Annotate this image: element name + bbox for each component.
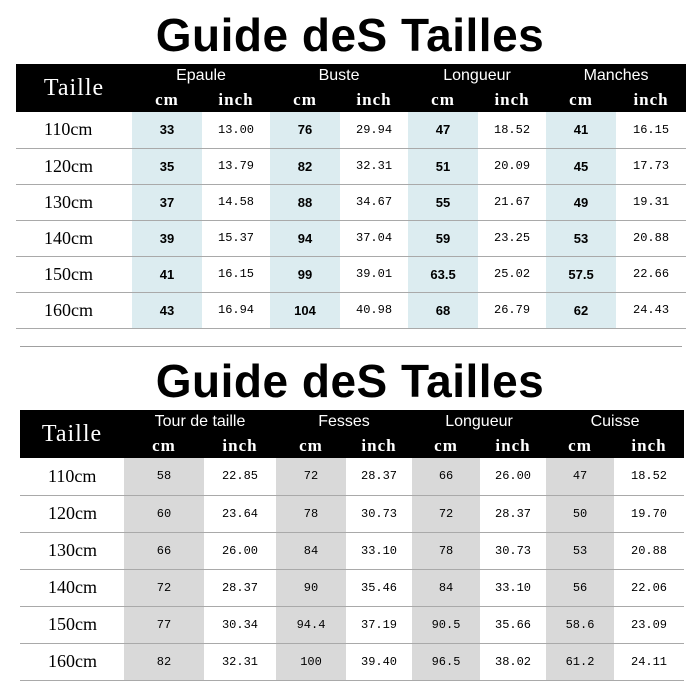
cm-value-cell: 41 <box>546 112 616 148</box>
unit-header: cm <box>299 436 323 455</box>
cm-value-cell: 82 <box>124 643 204 680</box>
inch-value-cell: 15.37 <box>202 220 270 256</box>
size-column-header: Taille <box>41 420 103 447</box>
cm-value-cell: 94.4 <box>276 606 346 643</box>
unit-header: cm <box>152 436 176 455</box>
inch-value-cell: 23.25 <box>478 220 546 256</box>
cm-value-cell: 99 <box>270 256 340 292</box>
inch-value-cell: 26.00 <box>204 532 276 569</box>
size-column-header: Taille <box>43 74 105 101</box>
size-label: 160cm <box>20 643 124 680</box>
section-divider <box>20 346 682 347</box>
cm-value-cell: 94 <box>270 220 340 256</box>
group-header-fesses: Fesses <box>318 413 370 430</box>
size-label: 110cm <box>16 112 132 148</box>
unit-header: inch <box>633 90 669 109</box>
inch-value-cell: 20.88 <box>614 532 684 569</box>
size-label: 130cm <box>20 532 124 569</box>
unit-header: inch <box>356 90 392 109</box>
inch-value-cell: 26.79 <box>478 292 546 328</box>
inch-value-cell: 18.52 <box>478 112 546 148</box>
inch-value-cell: 17.73 <box>616 148 686 184</box>
inch-value-cell: 40.98 <box>340 292 408 328</box>
inch-value-cell: 22.85 <box>204 458 276 495</box>
size-table-2 <box>20 410 684 681</box>
unit-header: cm <box>431 90 455 109</box>
cm-value-cell: 66 <box>412 458 480 495</box>
cm-value-cell: 68 <box>408 292 478 328</box>
inch-value-cell: 16.15 <box>202 256 270 292</box>
inch-value-cell: 32.31 <box>204 643 276 680</box>
inch-value-cell: 19.31 <box>616 184 686 220</box>
unit-header: cm <box>569 90 593 109</box>
size-label: 140cm <box>20 569 124 606</box>
cm-value-cell: 72 <box>124 569 204 606</box>
inch-value-cell: 18.52 <box>614 458 684 495</box>
cm-value-cell: 78 <box>412 532 480 569</box>
unit-header: cm <box>293 90 317 109</box>
table-row <box>16 292 686 328</box>
table-row <box>16 256 686 292</box>
inch-value-cell: 39.01 <box>340 256 408 292</box>
cm-value-cell: 57.5 <box>546 256 616 292</box>
cm-value-cell: 84 <box>276 532 346 569</box>
table-row <box>16 112 686 148</box>
inch-value-cell: 37.04 <box>340 220 408 256</box>
group-header-buste: Buste <box>318 67 360 84</box>
group-header-epaule: Epaule <box>176 67 226 84</box>
cm-value-cell: 51 <box>408 148 478 184</box>
inch-value-cell: 25.02 <box>478 256 546 292</box>
inch-value-cell: 30.73 <box>480 532 546 569</box>
group-header-longueur: Longueur <box>445 413 513 430</box>
unit-header: inch <box>218 90 254 109</box>
cm-value-cell: 90.5 <box>412 606 480 643</box>
size-label: 160cm <box>16 292 132 328</box>
inch-value-cell: 33.10 <box>480 569 546 606</box>
inch-value-cell: 28.37 <box>346 458 412 495</box>
cm-value-cell: 77 <box>124 606 204 643</box>
inch-value-cell: 21.67 <box>478 184 546 220</box>
cm-value-cell: 96.5 <box>412 643 480 680</box>
cm-value-cell: 63.5 <box>408 256 478 292</box>
inch-value-cell: 38.02 <box>480 643 546 680</box>
inch-value-cell: 24.11 <box>614 643 684 680</box>
inch-value-cell: 34.67 <box>340 184 408 220</box>
cm-value-cell: 53 <box>546 220 616 256</box>
inch-value-cell: 39.40 <box>346 643 412 680</box>
cm-value-cell: 37 <box>132 184 202 220</box>
inch-value-cell: 35.66 <box>480 606 546 643</box>
table-row <box>20 532 684 569</box>
unit-header: inch <box>495 436 531 455</box>
cm-value-cell: 50 <box>546 495 614 532</box>
cm-value-cell: 56 <box>546 569 614 606</box>
inch-value-cell: 30.34 <box>204 606 276 643</box>
cm-value-cell: 100 <box>276 643 346 680</box>
cm-value-cell: 47 <box>546 458 614 495</box>
cm-value-cell: 58 <box>124 458 204 495</box>
cm-value-cell: 43 <box>132 292 202 328</box>
inch-value-cell: 20.09 <box>478 148 546 184</box>
unit-header: cm <box>434 436 458 455</box>
size-table-1-body <box>16 112 686 328</box>
inch-value-cell: 23.09 <box>614 606 684 643</box>
size-label: 150cm <box>16 256 132 292</box>
size-label: 110cm <box>20 458 124 495</box>
cm-value-cell: 33 <box>132 112 202 148</box>
table-row <box>20 569 684 606</box>
cm-value-cell: 76 <box>270 112 340 148</box>
inch-value-cell: 16.94 <box>202 292 270 328</box>
inch-value-cell: 20.88 <box>616 220 686 256</box>
inch-value-cell: 26.00 <box>480 458 546 495</box>
cm-value-cell: 82 <box>270 148 340 184</box>
cm-value-cell: 41 <box>132 256 202 292</box>
cm-value-cell: 72 <box>276 458 346 495</box>
inch-value-cell: 29.94 <box>340 112 408 148</box>
cm-value-cell: 72 <box>412 495 480 532</box>
table-row <box>16 184 686 220</box>
cm-value-cell: 104 <box>270 292 340 328</box>
inch-value-cell: 19.70 <box>614 495 684 532</box>
size-table-2-body <box>20 458 684 680</box>
inch-value-cell: 13.00 <box>202 112 270 148</box>
inch-value-cell: 37.19 <box>346 606 412 643</box>
inch-value-cell: 14.58 <box>202 184 270 220</box>
inch-value-cell: 23.64 <box>204 495 276 532</box>
inch-value-cell: 22.66 <box>616 256 686 292</box>
table-row <box>20 606 684 643</box>
group-header-longueur: Longueur <box>443 67 511 84</box>
size-label: 120cm <box>16 148 132 184</box>
cm-value-cell: 47 <box>408 112 478 148</box>
inch-value-cell: 35.46 <box>346 569 412 606</box>
unit-header: cm <box>155 90 179 109</box>
cm-value-cell: 49 <box>546 184 616 220</box>
size-label: 140cm <box>16 220 132 256</box>
group-header-tour-de-taille: Tour de taille <box>154 413 246 430</box>
cm-value-cell: 84 <box>412 569 480 606</box>
table-row <box>20 643 684 680</box>
cm-value-cell: 78 <box>276 495 346 532</box>
size-label: 120cm <box>20 495 124 532</box>
unit-header: inch <box>494 90 530 109</box>
cm-value-cell: 55 <box>408 184 478 220</box>
size-label: 130cm <box>16 184 132 220</box>
group-header-manches: Manches <box>583 67 649 84</box>
unit-header: cm <box>568 436 592 455</box>
cm-value-cell: 39 <box>132 220 202 256</box>
unit-header: inch <box>222 436 258 455</box>
inch-value-cell: 33.10 <box>346 532 412 569</box>
size-label: 150cm <box>20 606 124 643</box>
cm-value-cell: 60 <box>124 495 204 532</box>
group-header-cuisse: Cuisse <box>590 413 640 430</box>
cm-value-cell: 59 <box>408 220 478 256</box>
cm-value-cell: 66 <box>124 532 204 569</box>
cm-value-cell: 35 <box>132 148 202 184</box>
unit-header: inch <box>631 436 667 455</box>
inch-value-cell: 16.15 <box>616 112 686 148</box>
inch-value-cell: 24.43 <box>616 292 686 328</box>
cm-value-cell: 53 <box>546 532 614 569</box>
inch-value-cell: 13.79 <box>202 148 270 184</box>
unit-header: inch <box>361 436 397 455</box>
inch-value-cell: 30.73 <box>346 495 412 532</box>
cm-value-cell: 62 <box>546 292 616 328</box>
size-table-1 <box>16 64 686 329</box>
inch-value-cell: 28.37 <box>480 495 546 532</box>
cm-value-cell: 88 <box>270 184 340 220</box>
table-row <box>20 495 684 532</box>
cm-value-cell: 61.2 <box>546 643 614 680</box>
inch-value-cell: 28.37 <box>204 569 276 606</box>
size-guide-title-2: Guide deS Tailles <box>155 355 545 407</box>
inch-value-cell: 32.31 <box>340 148 408 184</box>
table-row <box>16 220 686 256</box>
inch-value-cell: 22.06 <box>614 569 684 606</box>
cm-value-cell: 58.6 <box>546 606 614 643</box>
cm-value-cell: 45 <box>546 148 616 184</box>
size-guide-title-1: Guide deS Tailles <box>155 9 545 61</box>
cm-value-cell: 90 <box>276 569 346 606</box>
table-row <box>16 148 686 184</box>
table-row <box>20 458 684 495</box>
